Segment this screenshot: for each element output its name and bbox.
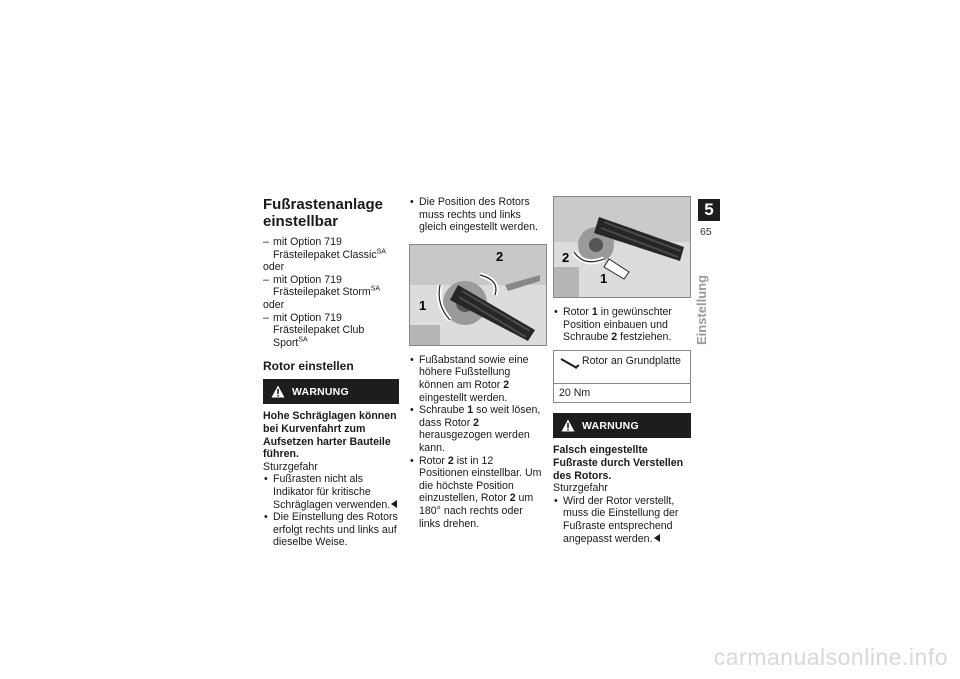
end-mark-icon bbox=[654, 534, 660, 542]
callout-label: 2 bbox=[562, 250, 570, 265]
warning-list bbox=[263, 473, 399, 511]
subsection-heading: Rotor einstellen bbox=[263, 359, 354, 374]
callout-label: 1 bbox=[419, 297, 427, 313]
list-item: • Die Position des Rotors muss rechts und links gleich eingestellt werden. bbox=[409, 196, 545, 234]
warning-triangle-icon bbox=[271, 385, 285, 398]
instruction-list bbox=[409, 354, 545, 530]
list-item: • Fußrasten nicht als Indikator für kritische Schräglagen verwenden. bbox=[263, 473, 399, 511]
footrest-illustration bbox=[410, 245, 546, 345]
torque-spec-value: 20 Nm bbox=[559, 386, 591, 399]
option-item-club-sport: – mit Option 719 Frästeilepaket Club Sport$^{SA}$ bbox=[263, 312, 399, 350]
warning-subtitle: Sturzgefahr bbox=[553, 482, 608, 495]
list-item: • Schraube 1 so weit lösen, dass Rotor 2 herausgezogen werden kann. bbox=[409, 404, 545, 454]
text-column-1 bbox=[263, 196, 399, 549]
page-number: 65 bbox=[700, 226, 712, 238]
end-mark-icon bbox=[391, 500, 397, 508]
text-column-3 bbox=[553, 196, 691, 545]
warning-subtitle: Sturzgefahr bbox=[263, 460, 318, 473]
list-item: • Fußabstand sowie eine höhere Fußstellung können am Rotor 2 eingestellt werden. bbox=[409, 354, 545, 404]
instruction-list bbox=[263, 511, 399, 549]
torque-spec-label-row bbox=[554, 351, 690, 384]
warning-banner: WARNUNG bbox=[263, 379, 399, 404]
footrest-illustration bbox=[554, 197, 690, 297]
warning-title: Falsch eingestellte Fußraste durch Verstellen des Rotors. bbox=[553, 444, 684, 482]
or-text: oder bbox=[263, 261, 285, 274]
torque-spec-table bbox=[553, 350, 691, 404]
list-item: • Rotor 1 in gewünschter Position einbauen und Schraube 2 festziehen. bbox=[553, 306, 691, 344]
wrench-icon bbox=[560, 357, 580, 371]
callout-label: 2 bbox=[496, 248, 504, 264]
footrest-photo-1 bbox=[409, 244, 547, 346]
chapter-title-vertical: Einstellung bbox=[694, 274, 709, 345]
or-text: oder bbox=[263, 298, 285, 311]
option-item-storm: – mit Option 719 Frästeilepaket Storm$^{SA}$ bbox=[263, 274, 399, 299]
instruction-list bbox=[409, 196, 545, 234]
watermark: carmanualsonline.info bbox=[713, 644, 948, 670]
instruction-list bbox=[553, 306, 691, 344]
footrest-photo-2 bbox=[553, 196, 691, 298]
text-column-2 bbox=[409, 196, 545, 530]
warning-banner: WARNUNG bbox=[553, 413, 691, 438]
list-item: • Rotor 2 ist in 12 Positionen einstellbar. Um die höchste Position einzustellen, Rotor 2 um 180° nach rechts oder links drehen. bbox=[409, 455, 545, 531]
warning-triangle-icon bbox=[561, 419, 575, 432]
list-item: • Wird der Rotor verstellt, muss die Einstellung der Fußraste entsprechend angepasst werden. bbox=[553, 495, 691, 545]
section-heading: Fußrastenanlage einstellbar bbox=[263, 196, 384, 230]
warning-title: Hohe Schräglagen können bei Kurvenfahrt zum Aufsetzen harter Bauteile führen. bbox=[263, 410, 397, 461]
chapter-number-tab: 5 bbox=[698, 199, 720, 221]
warning-list bbox=[553, 495, 691, 545]
torque-spec-label: Rotor an Grundplatte bbox=[582, 354, 681, 367]
option-item-classic: – mit Option 719 Frästeilepaket Classic$^{SA}$ bbox=[263, 236, 399, 261]
callout-label: 1 bbox=[600, 271, 608, 286]
list-item: • Die Einstellung des Rotors erfolgt rechts und links auf dieselbe Weise. bbox=[263, 511, 399, 549]
